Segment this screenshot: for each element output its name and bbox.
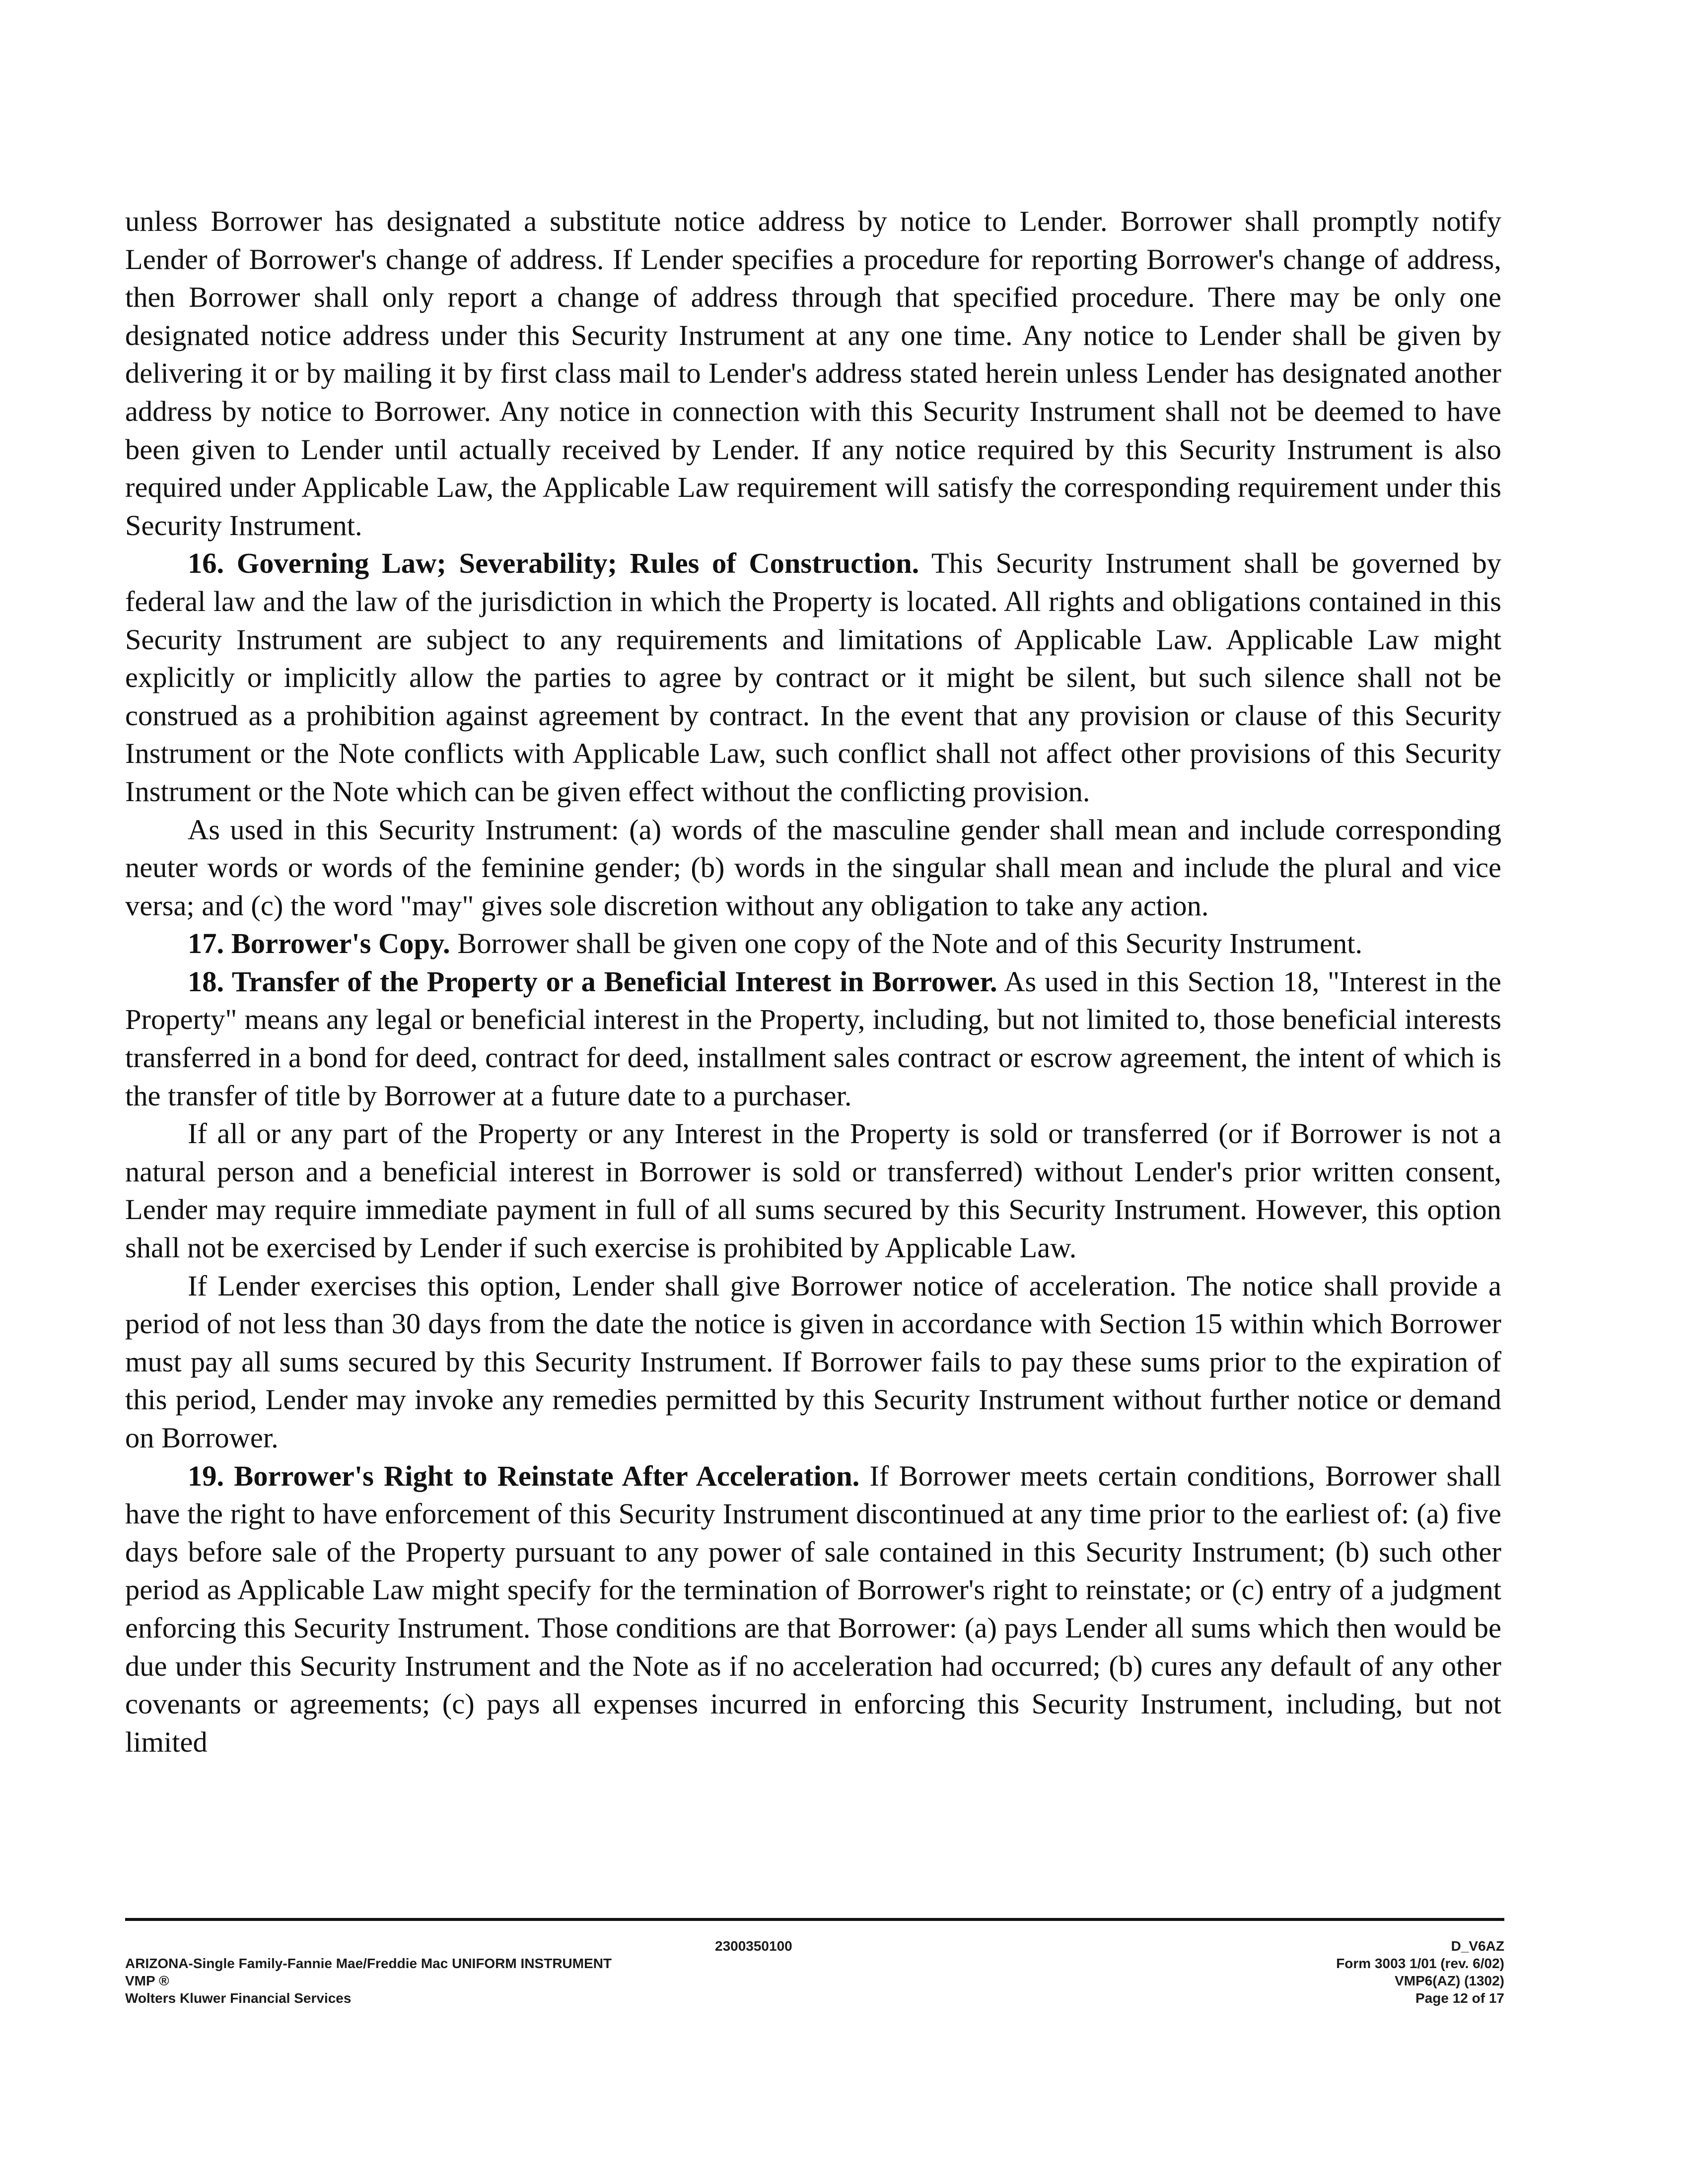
section-17-body: Borrower shall be given one copy of the Note and of this Security Instrument. <box>450 927 1363 960</box>
section-18-sale-paragraph: If all or any part of the Property or any Interest in the Property is sold or transferred (or if Borrower is not a natural person and a beneficial interest in Borrower is sold or transferred) without Lender's prior written consent, Lender may require immediate payment in full of all sums secured by this Security Instrument. However, this option shall not be exercised by Lender if such exercise is prohibited by Applicable Law. <box>125 1117 1501 1264</box>
section-16-paragraph <box>125 545 1501 811</box>
footer-page-number: Page 12 of 17 <box>1415 1990 1504 2006</box>
footer-vmp-code: VMP6(AZ) (1302) <box>1395 1973 1504 1988</box>
section-16-body: This Security Instrument shall be governed by federal law and the law of the jurisdiction in which the Property is located. All rights and obligations contained in this Security Instrument are subject to any requirements and limitations of Applicable Law. Applicable Law might explicitly or implicitly allow the parties to agree by contract or it might be silent, but such silence shall not be construed as a prohibition against agreement by contract. In the event that any provision or clause of this Security Instrument or the Note conflicts with Applicable Law, such conflict shall not affect other provisions of this Security Instrument or the Note which can be given effect without the conflicting provision. <box>125 547 1501 808</box>
section-18-heading: 18. Transfer of the Property or a Beneficial Interest in Borrower. <box>188 965 997 998</box>
footer-right-block <box>1192 1937 1504 2007</box>
footer-doc-code: D_V6AZ <box>1451 1938 1504 1954</box>
section-17-heading: 17. Borrower's Copy. <box>188 927 450 960</box>
section-17-paragraph <box>125 925 1501 963</box>
paragraph-notice-continued: unless Borrower has designated a substitute notice address by notice to Lender. Borrower shall promptly notify Lender of Borrower's change of address. If Lender specifies a procedure for reporting Borrower's change of address, then Borrower shall only report a change of address through that specified procedure. There may be only one designated notice address under this Security Instrument at any one time. Any notice to Lender shall be given by delivering it or by mailing it by first class mail to Lender's address stated herein unless Lender has designated another address by notice to Borrower. Any notice in connection with this Security Instrument shall not be deemed to have been given to Lender until actually received by Lender. If any notice required by this Security Instrument is also required under Applicable Law, the Applicable Law requirement will satisfy the corresponding requirement under this Security Instrument. <box>125 205 1501 542</box>
section-19-paragraph <box>125 1457 1501 1762</box>
section-16-heading: 16. Governing Law; Severability; Rules of Construction. <box>188 547 919 580</box>
footer-loan-number: 2300350100 <box>715 1938 792 1954</box>
section-16-construction-paragraph: As used in this Security Instrument: (a) words of the masculine gender shall mean and include corresponding neuter words or words of the feminine gender; (b) words in the singular shall mean and include the plural and vice versa; and (c) the word "may" gives sole discretion without any obligation to take any action. <box>125 813 1501 922</box>
footer-divider <box>125 1918 1504 1921</box>
footer-publisher: Wolters Kluwer Financial Services <box>125 1990 352 2006</box>
footer-form-number: Form 3003 1/01 (rev. 6/02) <box>1336 1956 1504 1971</box>
section-18-body: As used in this Section 18, "Interest in the Property" means any legal or beneficial interest in the Property, including, but not limited to, those beneficial interests transferred in a bond for deed, contract for deed, installment sales contract or escrow agreement, the intent of which is the transfer of title by Borrower at a future date to a purchaser. <box>125 965 1502 1112</box>
footer-left-block <box>125 1937 870 2007</box>
section-19-heading: 19. Borrower's Right to Reinstate After Acceleration. <box>188 1459 860 1492</box>
section-18-paragraph <box>125 963 1501 1115</box>
section-19-body: If Borrower meets certain conditions, Borrower shall have the right to have enforcement of this Security Instrument discontinued at any time prior to the earliest of: (a) five days before sale of the Property pursuant to any power of sale contained in this Security Instrument; (b) such other period as Applicable Law might specify for the termination of Borrower's right to reinstate; or (c) entry of a judgment enforcing this Security Instrument. Those conditions are that Borrower: (a) pays Lender all sums which then would be due under this Security Instrument and the Note as if no acceleration had occurred; (b) cures any default of any other covenants or agreements; (c) pays all expenses incurred in enforcing this Security Instrument, including, but not limited <box>125 1459 1502 1758</box>
footer-form-title: ARIZONA-Single Family-Fannie Mae/Freddie Mac UNIFORM INSTRUMENT <box>125 1956 612 1971</box>
document-body <box>125 203 1501 1761</box>
section-18-acceleration-paragraph: If Lender exercises this option, Lender shall give Borrower notice of acceleration. The notice shall provide a period of not less than 30 days from the date the notice is given in accordance with Section 15 within which Borrower must pay all sums secured by this Security Instrument. If Borrower fails to pay these sums prior to the expiration of this period, Lender may invoke any remedies permitted by this Security Instrument without further notice or demand on Borrower. <box>125 1269 1501 1454</box>
footer-vmp: VMP ® <box>125 1973 169 1988</box>
